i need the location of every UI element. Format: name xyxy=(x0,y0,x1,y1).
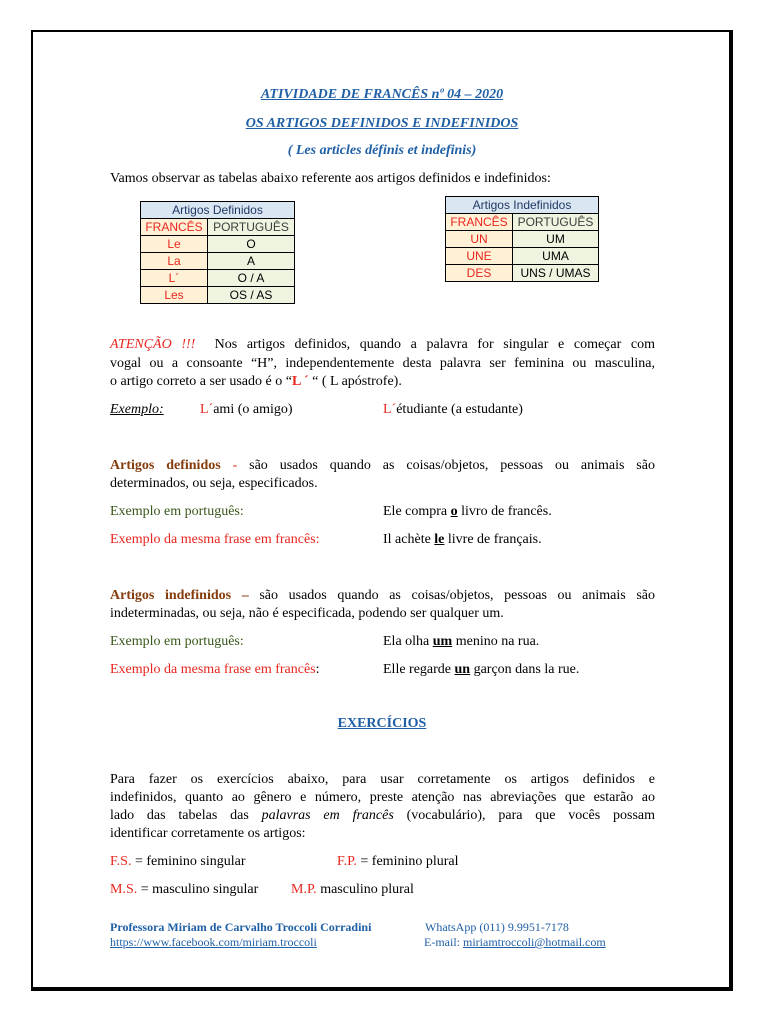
table-indefinidos-col-fr: FRANCÊS xyxy=(446,214,513,231)
exemplo-1-mark: L´ xyxy=(200,402,214,417)
abbr-code: M.P. xyxy=(291,882,317,897)
abbr-text: masculino plural xyxy=(316,882,414,897)
abbr-code: F.S. xyxy=(110,854,132,869)
atencao-text-3b: “ ( L apóstrofe). xyxy=(312,374,402,389)
exemplo-2-text: étudiante (a estudante) xyxy=(396,402,523,417)
atencao-line-1 xyxy=(110,336,655,354)
definidos-ex-pt-pre: Ele compra xyxy=(383,504,451,519)
abbr-fp xyxy=(337,853,459,871)
abbr-mp xyxy=(291,881,414,899)
table-cell: UMA xyxy=(513,248,599,265)
indefinidos-line-2: indeterminadas, ou seja, não é especificada, podendo ser qualquer um. xyxy=(110,606,504,621)
intro-text: Vamos observar as tabelas abaixo referente aos artigos definidos e indefinidos: xyxy=(110,171,551,186)
table-cell: O xyxy=(208,236,295,253)
table-definidos-col-pt: PORTUGUÊS xyxy=(208,219,295,236)
definidos-line-2: determinados, ou seja, especificados. xyxy=(110,476,318,491)
table-cell: UN xyxy=(446,231,513,248)
abbr-text: = feminino plural xyxy=(356,854,459,869)
definidos-ex-fr-label: Exemplo da mesma frase em francês: xyxy=(110,532,320,547)
exemplo-1-text: ami (o amigo) xyxy=(213,402,293,417)
indefinidos-ex-pt-post: menino na rua. xyxy=(452,634,540,649)
abbr-text: = masculino singular xyxy=(137,882,259,897)
atencao-label: ATENÇÃO !!! xyxy=(110,337,196,352)
indefinidos-ex-fr-colon: : xyxy=(315,662,320,677)
document-subtitle: OS ARTIGOS DEFINIDOS E INDEFINIDOS xyxy=(245,116,519,131)
indefinidos-ex-fr-post: garçon dans la rue. xyxy=(470,662,580,677)
definidos-ex-fr-post: livre de français. xyxy=(444,532,542,547)
abbr-code: M.S. xyxy=(110,882,138,897)
abbr-fs xyxy=(110,853,246,871)
abbr-text: = feminino singular xyxy=(131,854,246,869)
table-definidos xyxy=(140,201,295,304)
definidos-label: Artigos definidos xyxy=(110,458,221,473)
indefinidos-ex-pt-art: um xyxy=(432,634,453,649)
definidos-sep: - xyxy=(220,458,250,473)
table-cell: Le xyxy=(141,236,208,253)
exemplo-label xyxy=(110,401,164,419)
atencao-line-3 xyxy=(110,373,402,391)
footer-email-label: E-mail: xyxy=(424,935,463,949)
exemplo-label-text: Exemplo: xyxy=(110,402,164,417)
footer-email xyxy=(424,935,606,950)
indefinidos-ex-fr xyxy=(383,661,579,679)
indefinidos-ex-pt-pre: Ela olha xyxy=(383,634,433,649)
indefinidos-ex-fr-art: un xyxy=(454,662,471,677)
indefinidos-ex-fr-label xyxy=(110,661,320,679)
indefinidos-line-1 xyxy=(110,587,655,605)
table-cell: O / A xyxy=(208,270,295,287)
definidos-text-1: são usados quando as coisas/objetos, pessoas ou animais são xyxy=(249,458,655,473)
table-definidos-col-fr: FRANCÊS xyxy=(141,219,208,236)
exercicios-line-3-post: (vocabulário), para que vocês possam xyxy=(406,808,656,823)
table-indefinidos-col-pt: PORTUGUÊS xyxy=(513,214,599,231)
abbr-code: F.P. xyxy=(337,854,357,869)
atencao-text-1: Nos artigos definidos, quando a palavra for singular e começar com xyxy=(214,337,656,352)
table-indefinidos xyxy=(445,196,599,282)
footer-email-link[interactable]: miriamtroccoli@hotmail.com xyxy=(463,935,606,949)
footer-facebook-link[interactable]: https://www.facebook.com/miriam.troccoli xyxy=(110,935,317,949)
atencao-line-2: vogal ou a consoante “H”, independentemente desta palavra ser feminina ou masculina, xyxy=(110,356,655,371)
definidos-ex-pt xyxy=(383,503,552,521)
indefinidos-ex-pt-label: Exemplo em português: xyxy=(110,634,244,649)
atencao-mark: L ´ xyxy=(291,374,309,389)
indefinidos-ex-fr-label-text: Exemplo da mesma frase em francês xyxy=(110,662,316,677)
indefinidos-ex-fr-pre: Elle regarde xyxy=(383,662,455,677)
table-cell: DES xyxy=(446,265,513,282)
table-cell: L´ xyxy=(141,270,208,287)
exemplo-2 xyxy=(383,401,523,419)
table-cell: UNS / UMAS xyxy=(513,265,599,282)
abbr-ms xyxy=(110,881,258,899)
table-cell: La xyxy=(141,253,208,270)
table-definidos-title: Artigos Definidos xyxy=(141,202,295,219)
indefinidos-ex-pt xyxy=(383,633,539,651)
indefinidos-text-1: são usados quando as coisas/objetos, pessoas ou animais são xyxy=(259,588,655,603)
indefinidos-sep: – xyxy=(231,588,260,603)
table-cell: UNE xyxy=(446,248,513,265)
footer-whatsapp: WhatsApp (011) 9.9951-7178 xyxy=(425,920,569,934)
table-cell: UM xyxy=(513,231,599,248)
exemplo-1 xyxy=(200,401,293,419)
footer-author: Professora Miriam de Carvalho Troccoli Corradini xyxy=(110,920,372,934)
table-indefinidos-title: Artigos Indefinidos xyxy=(446,197,599,214)
table-cell: OS / AS xyxy=(208,287,295,304)
definidos-ex-fr-art: le xyxy=(434,532,445,547)
exercicios-line-2: indefinidos, quanto ao gênero e número, preste atenção nas abreviações que estarão ao xyxy=(110,790,655,805)
exemplo-2-mark: L´ xyxy=(383,402,397,417)
indefinidos-label: Artigos indefinidos xyxy=(110,588,232,603)
definidos-ex-pt-post: livro de francês. xyxy=(457,504,552,519)
definidos-ex-pt-label: Exemplo em português: xyxy=(110,504,244,519)
exercicios-line-4: identificar corretamente os artigos: xyxy=(110,826,306,841)
definidos-ex-fr-pre: Il achète xyxy=(383,532,435,547)
definidos-line-1 xyxy=(110,457,655,475)
atencao-text-3: o artigo correto a ser usado é o “ xyxy=(110,374,292,389)
table-cell: Les xyxy=(141,287,208,304)
table-cell: A xyxy=(208,253,295,270)
definidos-ex-fr xyxy=(383,531,542,549)
exercicios-line-3-pre: lado das tabelas das xyxy=(110,808,249,823)
definidos-ex-pt-art: o xyxy=(450,504,458,519)
exercicios-title: EXERCÍCIOS xyxy=(337,716,427,731)
exercicios-line-1: Para fazer os exercícios abaixo, para usar corretamente os artigos definidos e xyxy=(110,772,655,787)
document-title: ATIVIDADE DE FRANCÊS nº 04 – 2020 xyxy=(260,87,504,102)
exercicios-line-3-em: palavras em francês xyxy=(261,808,394,823)
exercicios-line-3 xyxy=(110,807,655,825)
document-subtitle-fr: ( Les articles définis et indefinis) xyxy=(287,143,477,158)
